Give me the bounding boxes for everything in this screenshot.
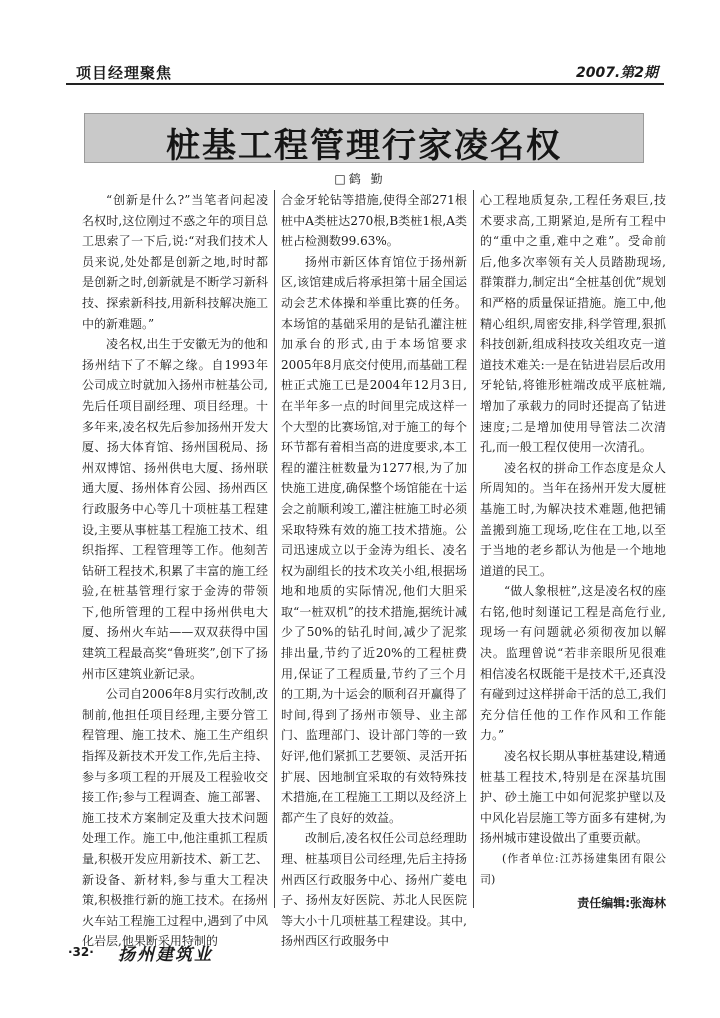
- article-title: 桩基工程管理行家凌名权: [166, 126, 562, 166]
- column-divider: [274, 190, 275, 908]
- page-number: ·32·: [68, 945, 94, 959]
- page-header: [66, 60, 664, 80]
- paragraph: 公司自2006年8月实行改制,改制前,他担任项目经理,主要分管工程管理、施工技术、施工生产组织指挥及新技术开发工作,先后主持、参与多项工程的开展及工程验收交接工作;参与工程调查、施工部署、施工技术方案制定及重大技术问题处理工作。施工中,他注重抓工程质量,积极开发应用新技术、新工艺、新设备、新材料,参与重大工程决策,积极推行新的施工技术。在扬州火车站工程施工过程中,遇到了中风化岩层,他果断采用特制的: [82, 687, 268, 949]
- column-3: [480, 190, 666, 914]
- byline: □鹤 勤: [334, 172, 386, 186]
- magazine-logo: 扬州建筑业: [118, 945, 213, 965]
- paragraph: 凌名权,出生于安徽无为的他和扬州结下了不解之缘。自1993年公司成立时就加入扬州市桩基公司,先后任项目副经理、项目经理。十多年来,凌名权先后参加扬州开发大厦、扬大体育馆、扬州国税局、扬州双博馆、扬州供电大厦、扬州联通大厦、扬州体育公园、扬州西区行政服务中心等几十项桩基工程建设,主要从事桩基工程施工技术、组织指挥、工程管理等工作。他刻苦钻研工程技术,积累了丰富的施工经验,在桩基管理行家于金涛的带领下,他所管理的工程中扬州供电大厦、扬州火车站——双双获得中国建筑工程最高奖“鲁班奖”,创下了扬州市区建筑业新记录。: [82, 337, 268, 681]
- author-note: (作者单位:江苏扬建集团有限公司): [480, 852, 666, 886]
- section-label: 项目经理聚焦: [76, 64, 173, 82]
- column-2: [281, 190, 467, 952]
- editor-credit: 责任编辑:张海林: [577, 896, 666, 911]
- paragraph: 凌名权的拼命工作态度是众人所周知的。当年在扬州开发大厦桩基施工时,为解决技术难题,他把铺盖搬到施工现场,吃住在工地,以至于当地的老乡都认为他是一个地地道道的民工。: [480, 460, 666, 578]
- header-rule: [66, 83, 664, 85]
- column-divider: [473, 190, 474, 908]
- issue-label: 2007.第2期: [575, 65, 658, 81]
- paragraph-continued: 心工程地质复杂,工程任务艰巨,技术要求高,工期紧迫,是所有工程中的“重中之重,难中之难”。受命前后,他多次率领有关人员踏勘现场,群策群力,制定出“全桩基创优”规划和严格的质量保证措施。施工中,他精心组织,周密安排,科学管理,狠抓科技创新,组成科技攻关组攻克一道道技术难关:一是在钻进岩层后改用牙轮钻,将锥形桩端改成平底桩端,增加了承载力的同时还提高了钻进速度;二是增加使用导管法二次清孔,而一般工程仅使用一次清孔。: [480, 193, 666, 455]
- column-1: [82, 190, 268, 952]
- paragraph-continued: 合金牙轮钻等措施,使得全部271根桩中A类桩达270根,B类桩1根,A类桩占检测数99.63%。: [281, 193, 467, 249]
- paragraph: “做人象根桩”,这是凌名权的座右铭,他时刻谨记工程是高危行业,现场一有问题就必须彻夜加以解决。监理曾说“若非亲眼所见很难相信凌名权既能干是技术干,还真没有碰到过这样拼命干活的总工,我们充分信任他的工作作风和工作能力。”: [480, 584, 666, 743]
- paragraph: 改制后,凌名权任公司总经理助理、桩基项目公司经理,先后主持扬州西区行政服务中心、扬州广菱电子、扬州友好医院、苏北人民医院等大小十几项桩基工程建设。其中,扬州西区行政服务中: [281, 831, 467, 949]
- title-banner: [84, 113, 644, 166]
- paragraph: 凌名权长期从事桩基建设,精通桩基工程技术,特别是在深基坑围护、砂土施工中如何泥浆护壁以及中风化岩层施工等方面多有建树,为扬州城市建设做出了重要贡献。: [480, 749, 666, 846]
- paragraph: 扬州市新区体育馆位于扬州新区,该馆建成后将承担第十届全国运动会艺术体操和举重比赛的任务。本场馆的基础采用的是钻孔灌注桩加承台的形式,由于本场馆要求2005年8月底交付使用,而基础工程桩正式施工已是2004年12月3日,在半年多一点的时间里完成这样一个大型的比赛场馆,对于施工的每个环节都有着相当高的进度要求,本工程的灌注桩数量为1277根,为了加快施工进度,确保整个场馆能在十运会之前顺利竣工,灌注桩施工时必须采取特殊有效的施工技术措施。公司迅速成立以于金涛为组长、凌名权为副组长的技术攻关小组,根据场地和地质的实际情况,他们大胆采取“一桩双机”的技术措施,据统计减少了50%的钻孔时间,减少了泥浆排出量,节约了近20%的工程桩费用,保证了工程质量,节约了三个月的工期,为十运会的顺利召开赢得了时间,得到了扬州市领导、业主部门、监理部门、设计部门等的一致好评,他们紧抓工艺要领、灵活开拓扩展、因地制宜采取的有效特殊技术措施,在工程施工工期以及经济上都产生了良好的效益。: [281, 254, 467, 825]
- paragraph: “创新是什么?”当笔者问起凌名权时,这位刚过不惑之年的项目总工思索了一下后,说:“对我们技术人员来说,处处都是创新之地,时时都是创新之时,创新就是不断学习新科技、探索新科技,用新科技解决施工中的新难题。”: [82, 193, 268, 331]
